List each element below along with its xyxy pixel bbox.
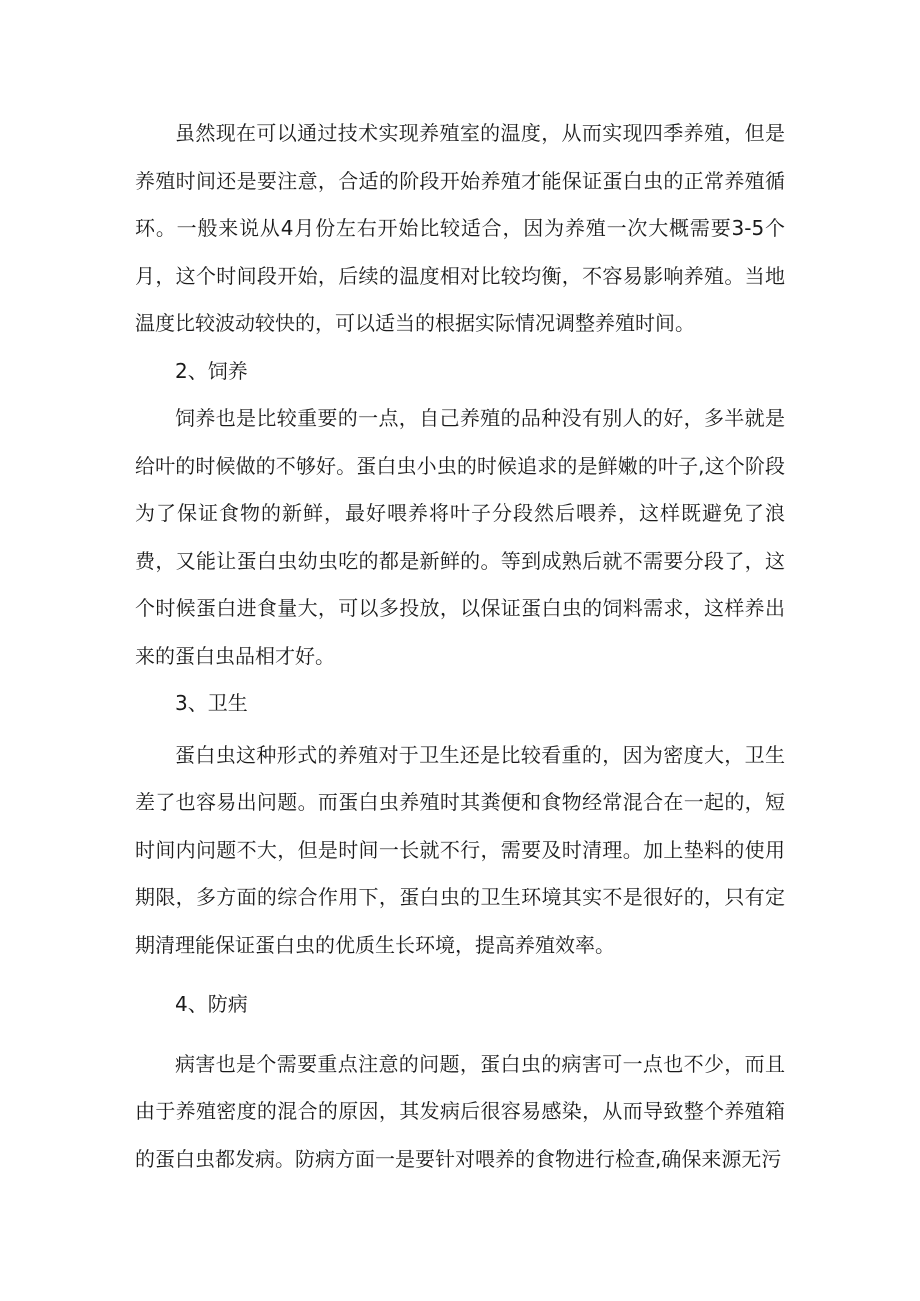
paragraph-disease-prevention: 病害也是个需要重点注意的问题，蛋白虫的病害可一点也不少，而且由于养殖密度的混合的原因，其发病后很容易感染，从而导致整个养殖箱的蛋白虫都发病。防病方面一是要针对喂养的食物进行检查,确保来源无污 bbox=[135, 1051, 785, 1171]
paragraph-breeding-time: 虽然现在可以通过技术实现养殖室的温度，从而实现四季养殖，但是养殖时间还是要注意，合适的阶段开始养殖才能保证蛋白虫的正常养殖循环。一般来说从4月份左右开始比较适合，因为养殖一次大概需要3-5个月，这个时间段开始，后续的温度相对比较均衡，不容易影响养殖。当地温度比较波动较快的，可以适当的根据实际情况调整养殖时间。 bbox=[135, 121, 785, 335]
heading-hygiene: 3、卫生 bbox=[175, 691, 248, 715]
paragraph-feeding: 饲养也是比较重要的一点，自己养殖的品种没有别人的好，多半就是给叶的时候做的不够好。蛋白虫小虫的时候追求的是鲜嫩的叶子,这个阶段为了保证食物的新鲜，最好喂养将叶子分段然后喂养，这样既避免了浪费，又能让蛋白虫幼虫吃的都是新鲜的。等到成熟后就不需要分段了，这个时候蛋白进食量大，可以多投放，以保证蛋白虫的饲料需求，这样养出来的蛋白虫品相才好。 bbox=[135, 406, 785, 668]
paragraph-hygiene: 蛋白虫这种形式的养殖对于卫生还是比较看重的，因为密度大，卫生差了也容易出问题。而蛋白虫养殖时其粪便和食物经常混合在一起的，短时间内问题不大，但是时间一长就不行，需要及时清理。加上垫料的使用期限，多方面的综合作用下，蛋白虫的卫生环境其实不是很好的，只有定期清理能保证蛋白虫的优质生长环境，提高养殖效率。 bbox=[135, 742, 785, 957]
heading-disease-prevention: 4、防病 bbox=[175, 992, 248, 1016]
heading-feeding: 2、饲养 bbox=[175, 358, 248, 383]
document-body bbox=[135, 110, 785, 1183]
